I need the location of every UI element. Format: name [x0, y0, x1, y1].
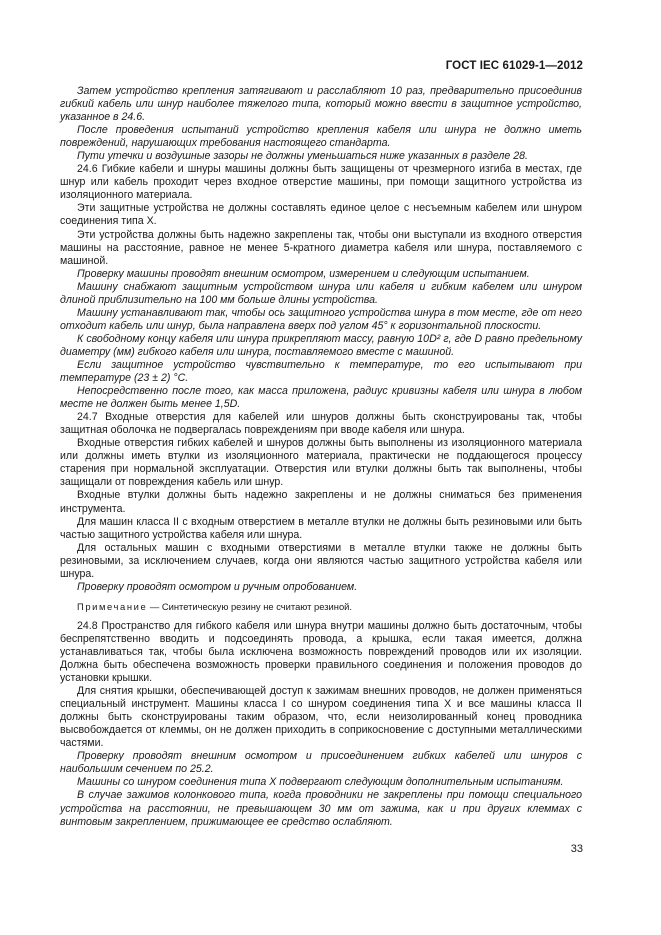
paragraph: После проведения испытаний устройство крепления кабеля или шнура не должно иметь повреждений, нарушающих требования настоящего стандарта.	[60, 124, 582, 150]
paragraph: 24.8 Пространство для гибкого кабеля или шнура внутри машины должно быть достаточным, чтобы беспрепятственно вводить и подсоединять провода, а крышка, если такая имеется, должна устанавливаться так, чтобы была исключена возможность повреждений проводов или их изоляции. Должна быть обеспечена возможность проверки правильного соединения и положения проводов до установки крышки.	[60, 619, 582, 685]
paragraph: 24.6 Гибкие кабели и шнуры машины должны быть защищены от чрезмерного изгиба в местах, где шнур или кабель проходит через входное отверстие машины, при помощи защитного устройства из изоляционного материала.	[60, 163, 582, 202]
paragraph: Проверку проводят внешним осмотром и присоединением гибких кабелей или шнуров с наибольшим сечением по 25.2.	[60, 750, 582, 776]
page-number: 33	[570, 843, 583, 855]
paragraph: Эти защитные устройства не должны составлять единое целое с несъемным кабелем или шнуром соединения типа X.	[60, 202, 582, 228]
document-body	[60, 85, 582, 829]
note-label: Примечание	[77, 600, 148, 612]
note-text: — Синтетическую резину не считают резиной.	[147, 600, 353, 612]
paragraph: Машину снабжают защитным устройством шнура или кабеля и гибким кабелем или шнуром длиной приблизительно на 100 мм больше длины устройства.	[60, 280, 582, 306]
paragraph: Для остальных машин с входными отверстиями в металле втулки также не должны быть резиновыми, за исключением случаев, когда они являются частью защитного устройства кабеля или шнура.	[60, 541, 582, 580]
paragraph: 24.7 Входные отверстия для кабелей или шнуров должны быть сконструированы так, чтобы защитная оболочка не подвергалась повреждениям при вводе кабеля или шнура.	[60, 411, 582, 437]
standard-header: ГОСТ IEC 61029-1—2012	[445, 60, 583, 72]
paragraph: Входные втулки должны быть надежно закреплены и не должны сниматься без применения инструмента.	[60, 489, 582, 515]
paragraph: Для снятия крышки, обеспечивающей доступ к зажимам внешних проводов, не должен применяться специальный инструмент. Машины класса I со шнуром соединения типа X и все машины класса II должны быть сконструированы таким образом, что, если неизолированный конец проводника высвобождается от клеммы, он не должен приходить в соприкосновение с доступными металлическими частями.	[60, 685, 582, 750]
paragraph: Для машин класса II с входным отверстием в металле втулки не должны быть резиновыми или быть частью защитного устройства кабеля или шнура.	[60, 515, 582, 541]
note-paragraph	[60, 600, 582, 613]
paragraph: Если защитное устройство чувствительно к температуре, то его испытывают при температуре (23 ± 2) °С.	[60, 358, 582, 385]
paragraph: Затем устройство крепления затягивают и расслабляют 10 раз, предварительно присоединив гибкий кабель или шнур наиболее тяжелого типа, который можно ввести в защитное устройство, указанное в 24.6.	[60, 85, 582, 124]
paragraph: Входные отверстия гибких кабелей и шнуров должны быть выполнены из изоляционного материала или должны иметь втулки из изоляционного материала, практически не поддающегося процессу старения при нормальной эксплуатации. Отверстия или втулки должны быть так выполнены, чтобы защищали от повреждения кабель или шнур.	[60, 437, 582, 489]
paragraph: Эти устройства должны быть надежно закреплены так, чтобы они выступали из входного отверстия машины на расстояние, равное не менее 5-кратного диаметра кабеля или шнура, поставляемого с машиной.	[60, 228, 582, 267]
paragraph: Непосредственно после того, как масса приложена, радиус кривизны кабеля или шнура в любом месте не должен быть менее 1,5D.	[60, 385, 582, 411]
paragraph: Машину устанавливают так, чтобы ось защитного устройства шнура в том месте, где от него отходит кабель или шнур, была направлена вверх под углом 45° к горизонтальной плоскости.	[60, 306, 582, 332]
paragraph: Машины со шнуром соединения типа X подвергают следующим дополнительным испытаниям.	[77, 776, 564, 789]
paragraph: Проверку машины проводят внешним осмотром, измерением и следующим испытанием.	[77, 267, 530, 280]
paragraph: В случае зажимов колонкового типа, когда проводники не закреплены при помощи специального устройства на расстоянии, не превышающем 30 мм от зажима, как и при других клеммах с винтовым закреплением, прижимающее ее средство ослабляют.	[60, 789, 582, 828]
paragraph: Проверку проводят осмотром и ручным опробованием.	[77, 580, 358, 593]
paragraph: К свободному концу кабеля или шнура прикрепляют массу, равную 10D² г, где D равно предельному диаметру (мм) гибкого кабеля или шнура, поставляемого вместе с машиной.	[60, 332, 582, 358]
paragraph: Пути утечки и воздушные зазоры не должны уменьшаться ниже указанных в разделе 28.	[77, 150, 528, 163]
